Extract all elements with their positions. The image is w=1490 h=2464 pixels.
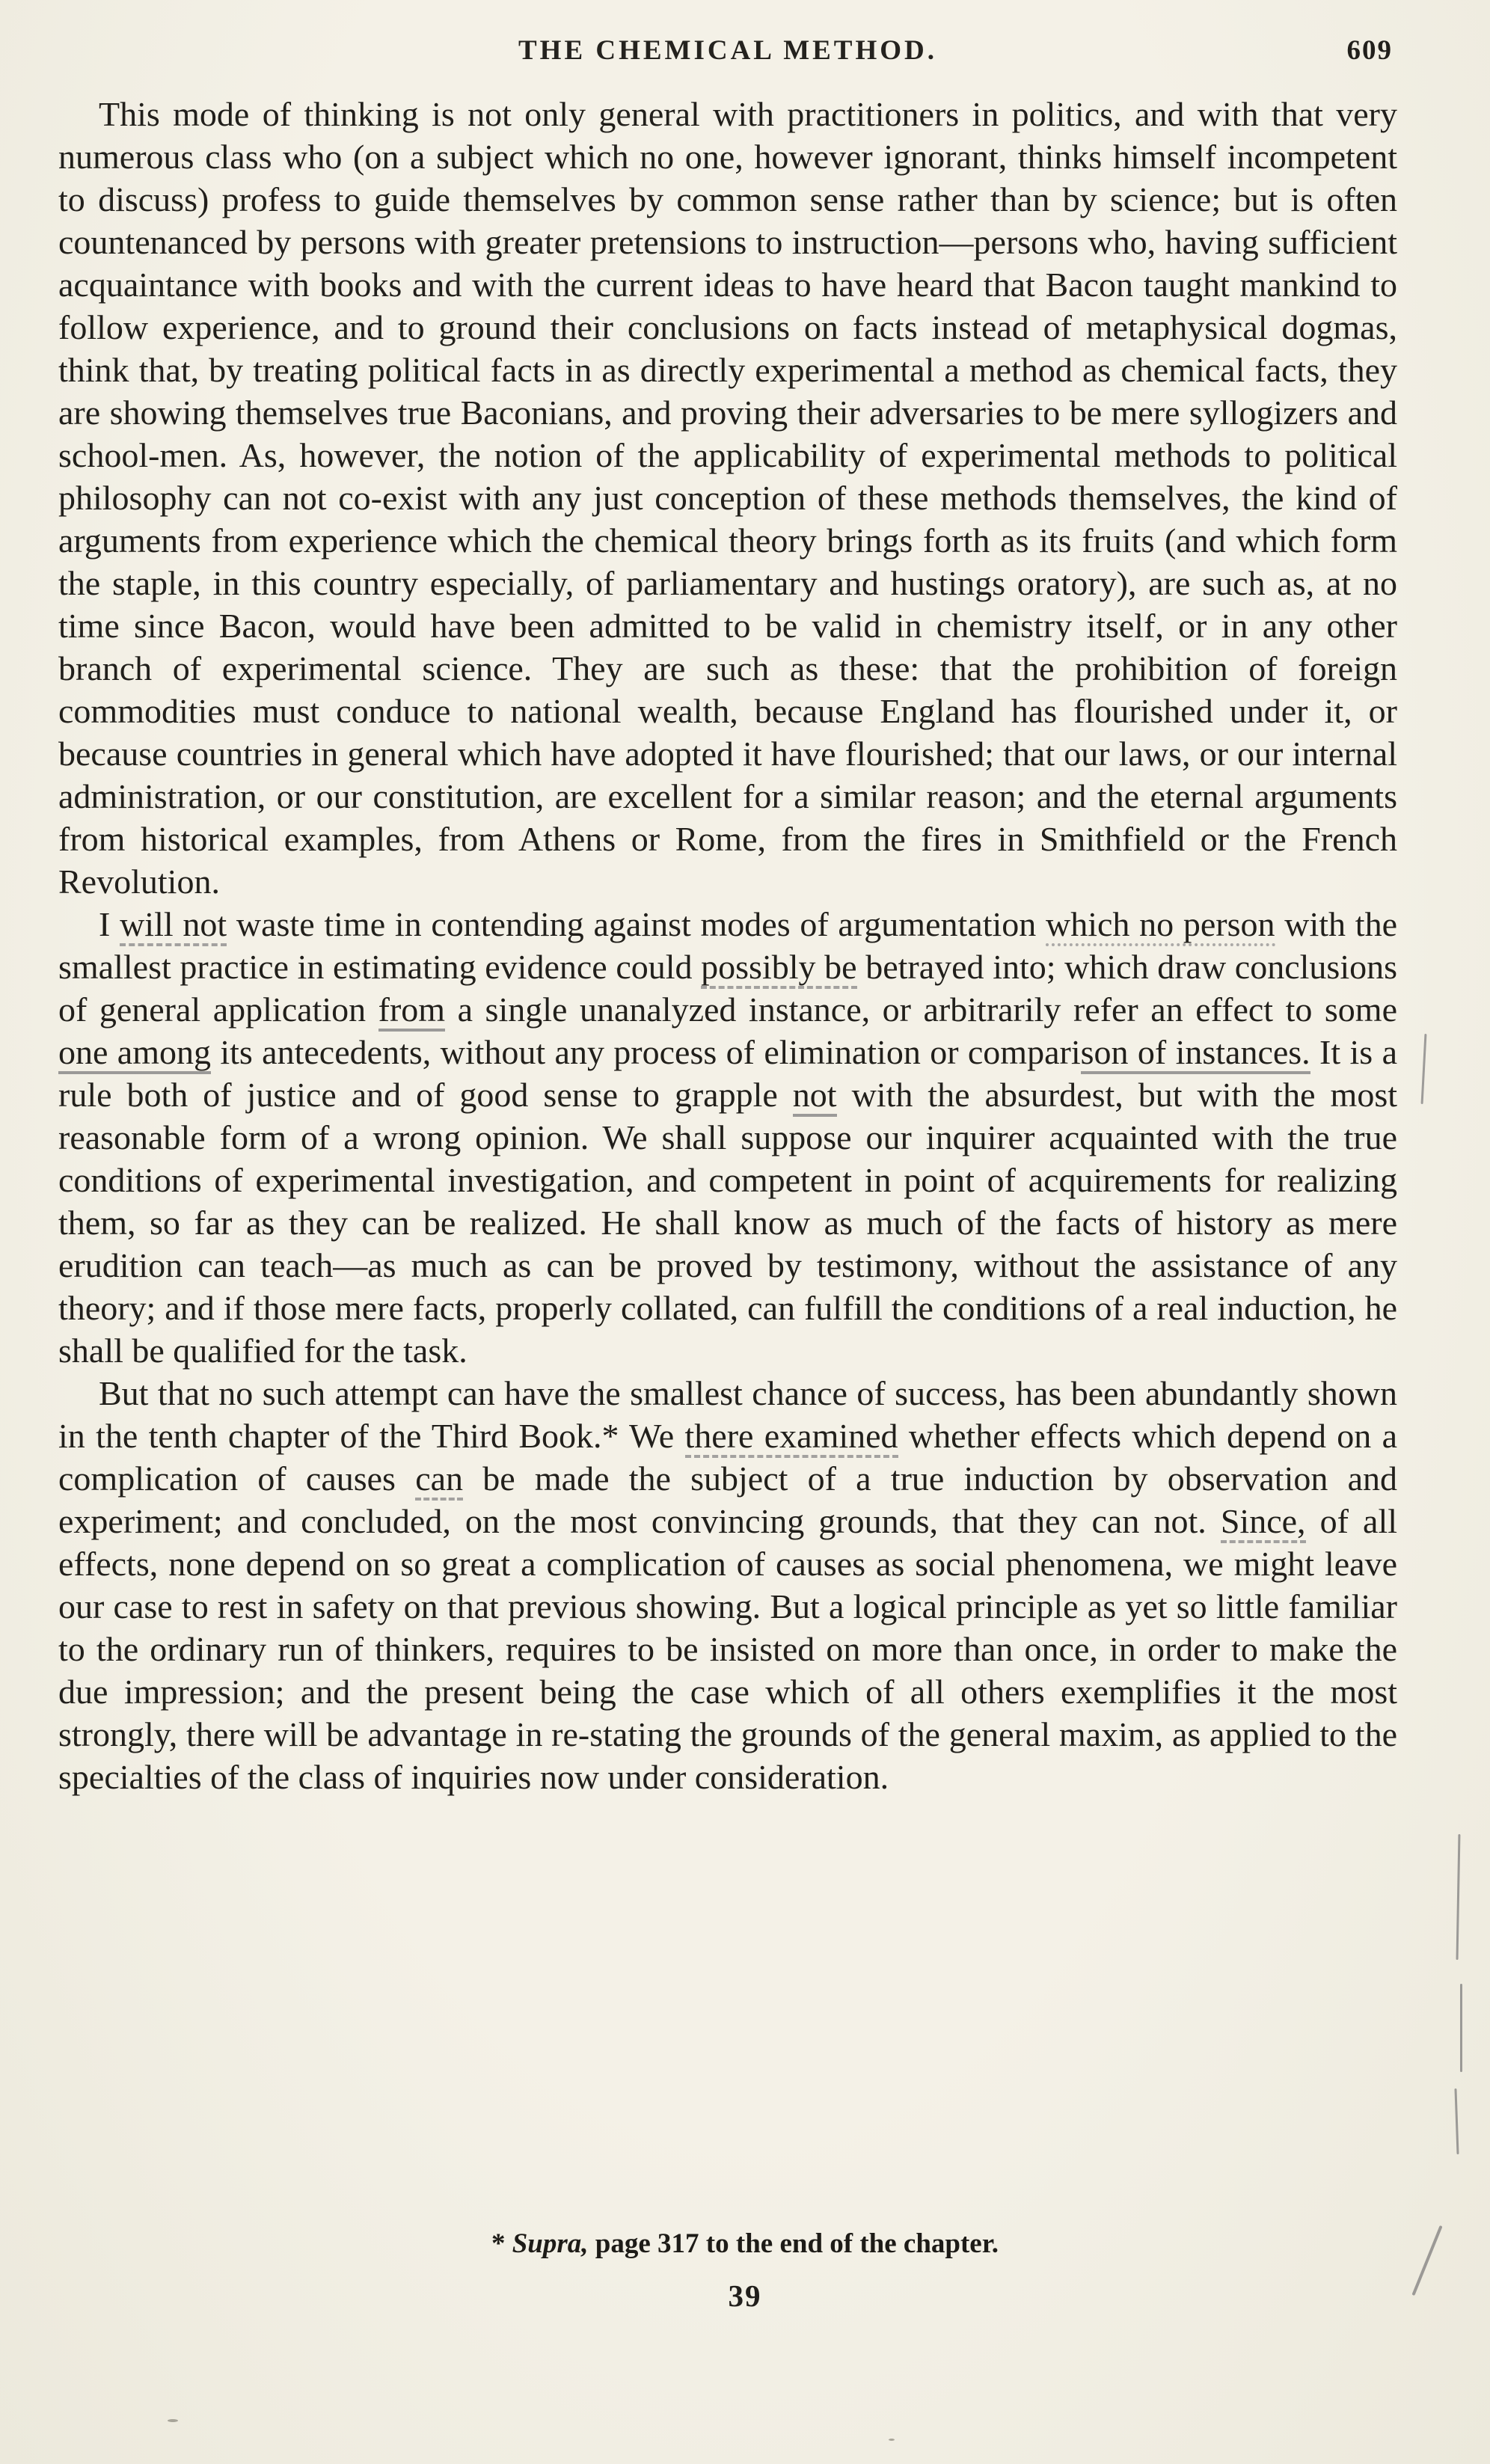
text-segment: its antecedents, without any process of elimination or compari xyxy=(210,1033,1081,1071)
text-segment: a single unanalyzed instance, or arbitrarily refer an effect to some xyxy=(445,990,1398,1029)
text-segment: with the smallest practice in estimating evidence could xyxy=(58,905,1397,986)
text-segment: of all effects, none depend on so great a complication of causes as social phenomena, we might leave our case to rest in safety on that previous showing. But a logical principle as yet so little familiar to the ordinary run of thinkers, requires to be insisted on more than once, in order to make the due impression; and the present being the case which of all others exemplifies it the most strongly, there will be advantage in re-stating the grounds of the general maxim, as applied to the specialties of the class of inquiries now under consideration. xyxy=(58,1502,1398,1796)
pencil-underlined-text: possibly be xyxy=(701,948,856,989)
footnote-text: page 317 to the end of the chapter. xyxy=(595,2228,999,2259)
running-title: THE CHEMICAL METHOD. xyxy=(518,35,938,66)
page-number: 609 xyxy=(1346,35,1393,66)
pencil-margin-line xyxy=(1421,1034,1427,1104)
page-footer xyxy=(0,2228,1490,2314)
pencil-underlined-text: son of instances. xyxy=(1081,1033,1310,1074)
text-segment: It is a rule both of justice and of good sense to grapple xyxy=(58,1033,1397,1114)
pencil-margin-line xyxy=(1454,2088,1459,2154)
footnote-marker: * xyxy=(491,2228,506,2259)
text-segment: This mode of thinking is not only general with practitioners in politics, and with that very numerous class who (on a subject which no one, however ignorant, thinks himself incompetent to discuss) profess to guide themselves by common sense rather than by science; but is often countenanced by persons with greater pretensions to instruction—persons who, having sufficient acquaintance with books and with the current ideas to have heard that Bacon taught mankind to follow experience, and to ground their conclusions on facts instead of metaphysical dogmas, think that, by treating political facts in as directly experimental a method as chemical facts, they are showing themselves true Baconians, and proving their adversaries to be mere syllogizers and school-men. As, however, the notion of the applicability of experimental methods to political philosophy can not co-exist with any just conception of these methods themselves, the kind of arguments from experience which the chemical theory brings forth as its fruits (and which form the staple, in this country especially, of parliamentary and hustings oratory), are such as, at no time since Bacon, would have been admitted to be valid in chemistry itself, or in any other branch of experimental science. They are such as these: that the prohibition of foreign commodities must conduce to national wealth, because England has flourished under it, or because countries in general which have adopted it have flourished; that our laws, or our internal administration, or our constitution, are excellent for a similar reason; and the eternal arguments from historical examples, from Athens or Rome, from the fires in Smithfield or the French Revolution. xyxy=(58,95,1397,901)
footer-page-number: 39 xyxy=(728,2278,762,2313)
footnote xyxy=(0,2228,1490,2260)
text-segment: with the absurdest, but with the most reasonable form of a wrong opinion. We shall suppose our inquirer acquainted with the true conditions of experimental investigation, and competent in point of acquirements for realizing them, so far as they can be realized. He shall know as much of the facts of history as mere erudition can teach—as much as can be proved by testimony, without the assistance of any theory; and if those mere facts, properly collated, can fulfill the conditions of a real induction, he shall be qualified for the task. xyxy=(58,1076,1397,1370)
text-segment: waste time in contending against modes of argumentation xyxy=(227,905,1046,943)
pencil-underlined-text: will not xyxy=(120,905,227,946)
pencil-margin-line xyxy=(1456,1834,1461,1960)
page-header xyxy=(58,34,1397,73)
pencil-underlined-text: which no person xyxy=(1046,905,1275,946)
text-segment: But that no such attempt can have the smallest chance of success, has been abundantly shown in the tenth chapter of the Third Book.* We xyxy=(58,1374,1397,1455)
pencil-underlined-text: from xyxy=(378,990,445,1032)
text-segment: be made the subject of a true induction by observation and experiment; and concluded, on the most convincing grounds, that they can not. xyxy=(58,1459,1397,1540)
pencil-underlined-text: can xyxy=(415,1459,463,1501)
pencil-underlined-text: one among xyxy=(58,1033,211,1074)
pencil-underlined-text: Since, xyxy=(1221,1502,1306,1543)
scan-speck xyxy=(889,2439,895,2441)
text-segment: I xyxy=(99,905,120,943)
paragraph-2 xyxy=(58,903,1397,1372)
footnote-work-title: Supra, xyxy=(512,2228,589,2259)
scan-speck xyxy=(168,2419,178,2422)
pencil-underlined-text: not xyxy=(793,1076,837,1117)
paragraph-3 xyxy=(58,1372,1397,1798)
text-segment: betrayed into; which draw conclusions of general application xyxy=(58,948,1397,1029)
text-segment: whether effects which depend on a complication of causes xyxy=(58,1417,1397,1498)
pencil-margin-line xyxy=(1460,1984,1462,2072)
page-body xyxy=(58,93,1397,1798)
paragraph-1 xyxy=(58,93,1397,903)
pencil-underlined-text: there examined xyxy=(685,1417,898,1458)
